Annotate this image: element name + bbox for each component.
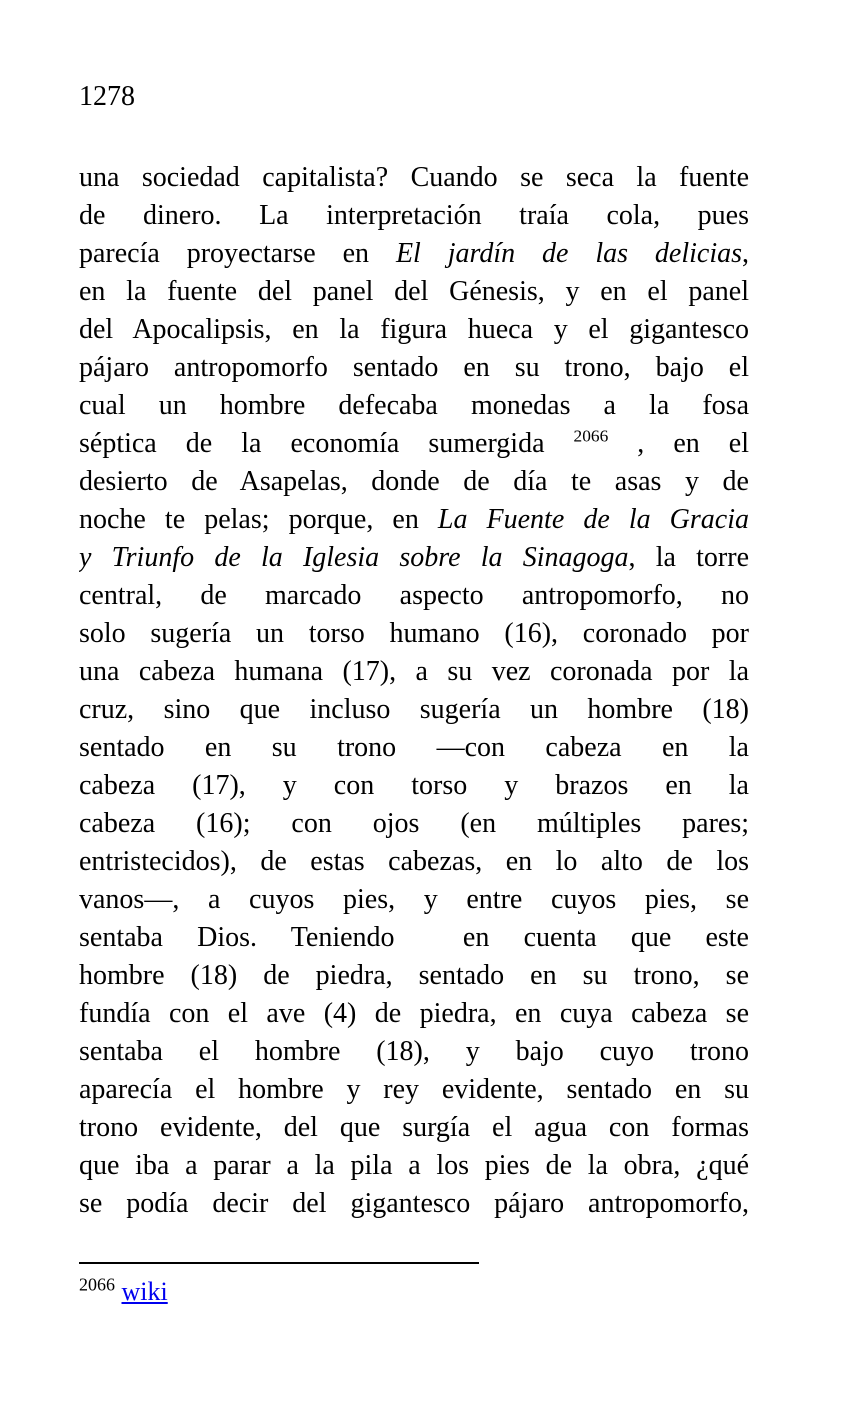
text-line: una cabeza humana (17), a su vez coronada por la bbox=[79, 656, 749, 687]
text-line: desierto de Asapelas, donde de día te asas y de bbox=[79, 466, 749, 497]
text-line: y Triunfo de la Iglesia sobre la Sinagoga, la torre bbox=[79, 542, 749, 573]
text-line: séptica de la economía sumergida $^{2066}$ , en el bbox=[79, 426, 749, 459]
text-line: en la fuente del panel del Génesis, y en el panel bbox=[79, 276, 749, 307]
text-line: una sociedad capitalista? Cuando se seca la fuente bbox=[79, 162, 749, 193]
text-line: aparecía el hombre y rey evidente, sentado en su bbox=[79, 1074, 749, 1105]
text-line: sentado en su trono —con cabeza en la bbox=[79, 732, 749, 763]
text-line: sentaba Dios. Teniendo en cuenta que este bbox=[79, 922, 749, 953]
text-line: del Apocalipsis, en la figura hueca y el gigantesco bbox=[79, 314, 749, 345]
text-line: solo sugería un torso humano (16), coronado por bbox=[79, 618, 749, 649]
text-line: se podía decir del gigantesco pájaro antropomorfo, bbox=[79, 1188, 749, 1219]
text-line: cabeza (17), y con torso y brazos en la bbox=[79, 770, 749, 801]
text-line: central, de marcado aspecto antropomorfo, no bbox=[79, 580, 749, 611]
text-line: pájaro antropomorfo sentado en su trono, bajo el bbox=[79, 352, 749, 383]
text-line: parecía proyectarse en El jardín de las delicias, bbox=[79, 238, 749, 269]
footnote-wiki-link[interactable]: wiki bbox=[121, 1277, 168, 1306]
text-line: entristecidos), de estas cabezas, en lo alto de los bbox=[79, 846, 749, 877]
text-line: vanos—, a cuyos pies, y entre cuyos pies, se bbox=[79, 884, 749, 915]
footnote bbox=[79, 1274, 168, 1310]
text-line: sentaba el hombre (18), y bajo cuyo trono bbox=[79, 1036, 749, 1067]
text-line: cruz, sino que incluso sugería un hombre (18) bbox=[79, 694, 749, 725]
text-line: trono evidente, del que surgía el agua con formas bbox=[79, 1112, 749, 1143]
text-line: hombre (18) de piedra, sentado en su trono, se bbox=[79, 960, 749, 991]
text-line: noche te pelas; porque, en La Fuente de la Gracia bbox=[79, 504, 749, 535]
page-number: 1278 bbox=[79, 81, 135, 112]
body-text bbox=[79, 159, 749, 1223]
footnote-marker: 2066 bbox=[79, 1274, 115, 1295]
text-line: fundía con el ave (4) de piedra, en cuya cabeza se bbox=[79, 998, 749, 1029]
text-line: cabeza (16); con ojos (en múltiples pares; bbox=[79, 808, 749, 839]
text-line: cual un hombre defecaba monedas a la fosa bbox=[79, 390, 749, 421]
text-line: de dinero. La interpretación traía cola, pues bbox=[79, 200, 749, 231]
footnote-divider bbox=[79, 1262, 479, 1264]
text-line: que iba a parar a la pila a los pies de la obra, ¿qué bbox=[79, 1150, 749, 1181]
